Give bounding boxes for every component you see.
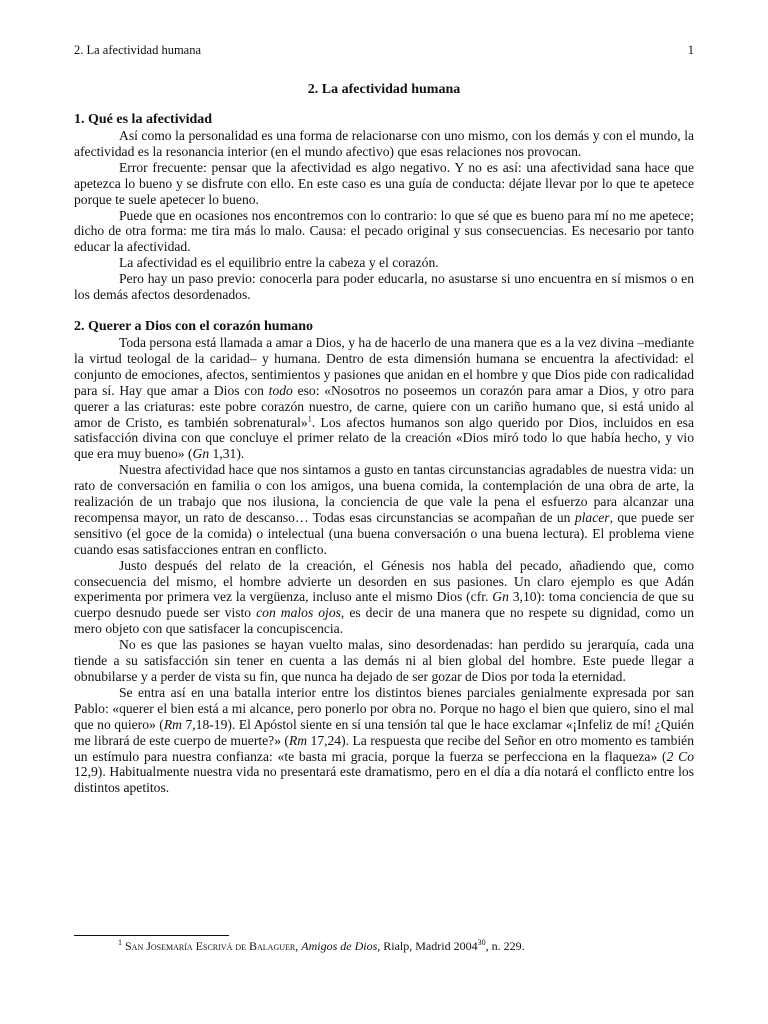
page-number: 1 (687, 43, 694, 57)
emphasis: todo (268, 382, 293, 398)
paragraph (74, 558, 694, 638)
footnote (118, 939, 678, 953)
paragraph (74, 462, 694, 557)
section-heading-1: 1. Qué es la afectividad (74, 112, 213, 127)
footnote-author: San Josemaría Escrivá de Balaguer (125, 939, 296, 953)
text-run: Toda persona está llamada a amar a Dios, y ha de hacerlo de una manera que es a la vez divina –mediante la virtud teologal de la caridad– y humana. Dentro de esta dimensión humana se encuentra la afectividad: el conjunto de emociones, afectos, sentimientos y pasiones que anidan en el hombre y que Dios pide con radicalidad para sí. Hay que amar a Dios con (74, 334, 694, 398)
text-run: , n. 229. (485, 939, 525, 953)
footnote-separator (74, 935, 229, 936)
body-text (74, 112, 694, 796)
paragraph (74, 335, 694, 462)
footnote-number: 1 (118, 938, 122, 947)
footnote-ref[interactable]: 1 (307, 413, 312, 423)
citation-book: Rm (288, 732, 308, 748)
paragraph: Error frecuente: pensar que la afectividad es algo negativo. Y no es así: una afectividad sana hace que apetezca lo bueno y se disfrute con ello. En este caso es una guía de conducta: déjate llevar por lo que te apetece porque te suele apetecer lo bueno. (74, 159, 694, 207)
paragraph: Puede que en ocasiones nos encontremos con lo contrario: lo que sé que es bueno para mí no me apetece; dicho de otra forma: me tira más lo malo. Causa: el pecado original y sus consecuencias. Es necesario por tanto educar la afectividad. (74, 207, 694, 255)
running-header (74, 43, 694, 59)
paragraph: Así como la personalidad es una forma de relacionarse con uno mismo, con los demás y con el mundo, la afectividad es la resonancia interior (en el mundo afectivo) que esas relaciones nos provocan. (74, 128, 694, 159)
paragraph: Pero hay un paso previo: conocerla para poder educarla, no asustarse si uno encuentra en sí mismos o en los demás afectos desordenados. (74, 271, 694, 303)
text-run: 1,31). (209, 446, 245, 462)
paragraph: La afectividad es el equilibrio entre la cabeza y el corazón. (119, 255, 439, 271)
emphasis: con malos ojos (256, 605, 341, 621)
emphasis: placer (574, 509, 610, 525)
footnote-work: Amigos de Dios (301, 939, 378, 953)
citation-book: 2 Co (666, 748, 694, 764)
section-heading-2: 2. Querer a Dios con el corazón humano (74, 318, 314, 334)
text-run: , (295, 939, 302, 953)
text-run: 12,9). Habitualmente nuestra vida no presentará este dramatismo, pero en el día a día notará el conflicto entre los distintos apetitos. (74, 764, 694, 796)
citation-book: Gn (192, 446, 210, 462)
text-run: Se entra así en una batalla interior entre los distintos bienes parciales genialmente expresada por san Pablo: «querer el bien está a mi alcance, pero ponerlo por obra no. Porque no hago el bien que quiero, sino el mal que no quiero» ( (74, 684, 694, 732)
paragraph (74, 685, 694, 796)
text-run: , es decir de una manera que no respete su dignidad, como un mero objeto con que satisfacer la concupiscencia. (74, 605, 695, 637)
paragraph: No es que las pasiones se hayan vuelto malas, sino desordenadas: han perdido su jerarquía, cada una tiende a su satisfacción sin tener en cuenta a las demás ni al bien global del hombre. Este puede llegar a obnubilarse y a perder de vista su fin, que nunca ha dejado de ser gozar de Dios por toda la eternidad. (74, 637, 694, 684)
text-run: , Rialp, Madrid 2004 (377, 939, 478, 953)
edition-number: 30 (477, 938, 486, 947)
citation-book: Rm (163, 716, 182, 732)
text-run: . Los afectos humanos son algo querido por Dios, incluidos en esa satisfacción divina con que concluye el primer relato de la creación «Dios miró todo lo que había hecho, y vio que era muy bueno» ( (74, 414, 695, 462)
running-header-title: 2. La afectividad humana (74, 43, 202, 57)
text-run: eso: «Nosotros no poseemos un corazón para amar a Dios, y otro para querer a las criaturas: este pobre corazón nuestro, de carne, quiere con un cariño humano que, si está unido al amor de Cristo, es también sobrenatural» (74, 382, 694, 430)
text-run: , que puede ser sensitivo (el goce de la comida) o intelectual (una buena conversación o una buena lectura). El problema viene cuando esas satisfacciones entran en conflicto. (74, 509, 695, 557)
text-run: 17,24). La respuesta que recibe del Señor en otro momento es también un estímulo para nuestra confianza: «te basta mi gracia, porque la fuerza se perfecciona en la flaqueza» ( (74, 732, 695, 764)
text-run: 3,10): toma conciencia de que su cuerpo desnudo puede ser visto (74, 589, 694, 621)
text-run: Nuestra afectividad hace que nos sintamos a gusto en tantas circunstancias agradables de nuestra vida: un rato de conversación en familia o con los amigos, una buena comida, la contemplación de una obra de arte, la realización de un trabajo que nos ilusiona, la conciencia de que vale la pena el esfuerzo para alcanzar una recompensa mayor, un rato de descanso… Todas esas circunstancias se acompañan de un (74, 462, 694, 525)
chapter-title: 2. La afectividad humana (307, 82, 461, 97)
text-run: Justo después del relato de la creación, el Génesis nos habla del pecado, añadiendo que, como consecuencia del mismo, el hombre advierte un desorden en sus pasiones. Un claro ejemplo es que Adán experimenta por primera vez la vergüenza, incluso ante el mismo Dios (cfr. (74, 557, 694, 605)
text-run: 7,18-19). El Apóstol siente en sí una tensión tal que le hace exclamar «¡Infeliz de mí! ¿Quién me librará de este cuerpo de muerte?» ( (74, 716, 695, 748)
citation-book: Gn (492, 589, 509, 605)
